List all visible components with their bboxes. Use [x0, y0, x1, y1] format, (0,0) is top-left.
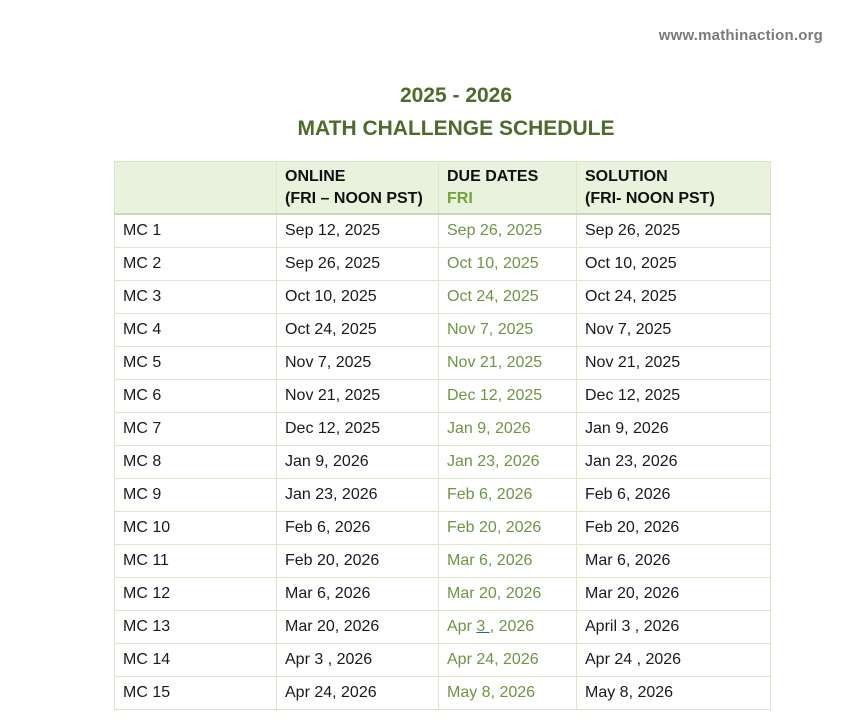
cell-mc: MC 6	[115, 380, 277, 413]
cell-due: Mar 6, 2026	[439, 545, 577, 578]
cell-solution: Jan 9, 2026	[577, 413, 771, 446]
cell-mc: MC 8	[115, 446, 277, 479]
due-suffix: 2026	[494, 618, 535, 635]
cell-online: Sep 26, 2025	[277, 248, 439, 281]
table-row	[115, 380, 771, 413]
header-solution-sub: (FRI- NOON PST)	[585, 189, 715, 207]
cell-mc: MC 10	[115, 512, 277, 545]
cell-due: Oct 24, 2025	[439, 281, 577, 314]
cell-solution: Apr 24 , 2026	[577, 644, 771, 677]
table-header-row	[115, 162, 771, 215]
cell-due: Mar 20, 2026	[439, 578, 577, 611]
header-due-sub: FRI	[447, 189, 473, 207]
table-row	[115, 677, 771, 710]
cell-online: Nov 21, 2025	[277, 380, 439, 413]
due-prefix: Apr	[447, 618, 477, 635]
cell-online: Sep 12, 2025	[277, 214, 439, 248]
site-url[interactable]: www.mathinaction.org	[658, 27, 823, 44]
cell-solution: Feb 6, 2026	[577, 479, 771, 512]
cell-online: Jan 9, 2026	[277, 446, 439, 479]
table-row	[115, 446, 771, 479]
table-row	[115, 314, 771, 347]
cell-mc: MC 1	[115, 214, 277, 248]
cell-solution: Nov 21, 2025	[577, 347, 771, 380]
table-row	[115, 512, 771, 545]
cell-due: Dec 12, 2025	[439, 380, 577, 413]
header-online-sub: (FRI – NOON PST)	[285, 189, 423, 207]
title-main: MATH CHALLENGE SCHEDULE	[297, 117, 615, 140]
cell-due	[439, 611, 577, 644]
cell-solution: Dec 12, 2025	[577, 380, 771, 413]
table-row	[115, 214, 771, 248]
header-due	[439, 162, 577, 215]
header-solution	[577, 162, 771, 215]
due-link[interactable]: 3 ,	[476, 618, 495, 635]
cell-online: Oct 10, 2025	[277, 281, 439, 314]
header-online-title: ONLINE	[285, 167, 346, 185]
cell-mc: MC 12	[115, 578, 277, 611]
cell-solution: Sep 26, 2025	[577, 214, 771, 248]
cell-mc: MC 11	[115, 545, 277, 578]
cell-online: Feb 20, 2026	[277, 545, 439, 578]
header-online	[277, 162, 439, 215]
cell-mc: MC 7	[115, 413, 277, 446]
cell-due: Apr 24, 2026	[439, 644, 577, 677]
cell-due: Jan 23, 2026	[439, 446, 577, 479]
table-row	[115, 578, 771, 611]
table-row	[115, 545, 771, 578]
cell-solution: Oct 24, 2025	[577, 281, 771, 314]
schedule-table	[114, 161, 771, 710]
table-row	[115, 281, 771, 314]
cell-online: Mar 6, 2026	[277, 578, 439, 611]
header-due-title: DUE DATES	[447, 167, 539, 185]
cell-due: May 8, 2026	[439, 677, 577, 710]
cell-solution: Oct 10, 2025	[577, 248, 771, 281]
cell-online: Nov 7, 2025	[277, 347, 439, 380]
cell-mc: MC 4	[115, 314, 277, 347]
table-row	[115, 413, 771, 446]
cell-mc: MC 14	[115, 644, 277, 677]
cell-online: Jan 23, 2026	[277, 479, 439, 512]
cell-due: Oct 10, 2025	[439, 248, 577, 281]
header-solution-title: SOLUTION	[585, 167, 668, 185]
cell-online: Mar 20, 2026	[277, 611, 439, 644]
page-title	[0, 82, 842, 145]
cell-online: Apr 24, 2026	[277, 677, 439, 710]
cell-due: Sep 26, 2025	[439, 214, 577, 248]
cell-solution: Mar 6, 2026	[577, 545, 771, 578]
cell-solution: May 8, 2026	[577, 677, 771, 710]
cell-solution: Mar 20, 2026	[577, 578, 771, 611]
cell-mc: MC 5	[115, 347, 277, 380]
title-years: 2025 - 2026	[399, 84, 513, 107]
cell-due: Nov 7, 2025	[439, 314, 577, 347]
cell-due: Feb 20, 2026	[439, 512, 577, 545]
cell-mc: MC 9	[115, 479, 277, 512]
table-row	[115, 479, 771, 512]
header-mc	[115, 162, 277, 215]
table-row	[115, 347, 771, 380]
cell-solution: Jan 23, 2026	[577, 446, 771, 479]
table-row	[115, 611, 771, 644]
table-row	[115, 644, 771, 677]
cell-mc: MC 3	[115, 281, 277, 314]
cell-online: Feb 6, 2026	[277, 512, 439, 545]
cell-mc: MC 2	[115, 248, 277, 281]
cell-solution: Nov 7, 2025	[577, 314, 771, 347]
cell-solution: Feb 20, 2026	[577, 512, 771, 545]
table-row	[115, 248, 771, 281]
cell-online: Oct 24, 2025	[277, 314, 439, 347]
cell-due: Jan 9, 2026	[439, 413, 577, 446]
cell-online: Dec 12, 2025	[277, 413, 439, 446]
cell-mc: MC 13	[115, 611, 277, 644]
cell-due: Nov 21, 2025	[439, 347, 577, 380]
cell-due: Feb 6, 2026	[439, 479, 577, 512]
cell-mc: MC 15	[115, 677, 277, 710]
cell-solution: April 3 , 2026	[577, 611, 771, 644]
cell-online: Apr 3 , 2026	[277, 644, 439, 677]
